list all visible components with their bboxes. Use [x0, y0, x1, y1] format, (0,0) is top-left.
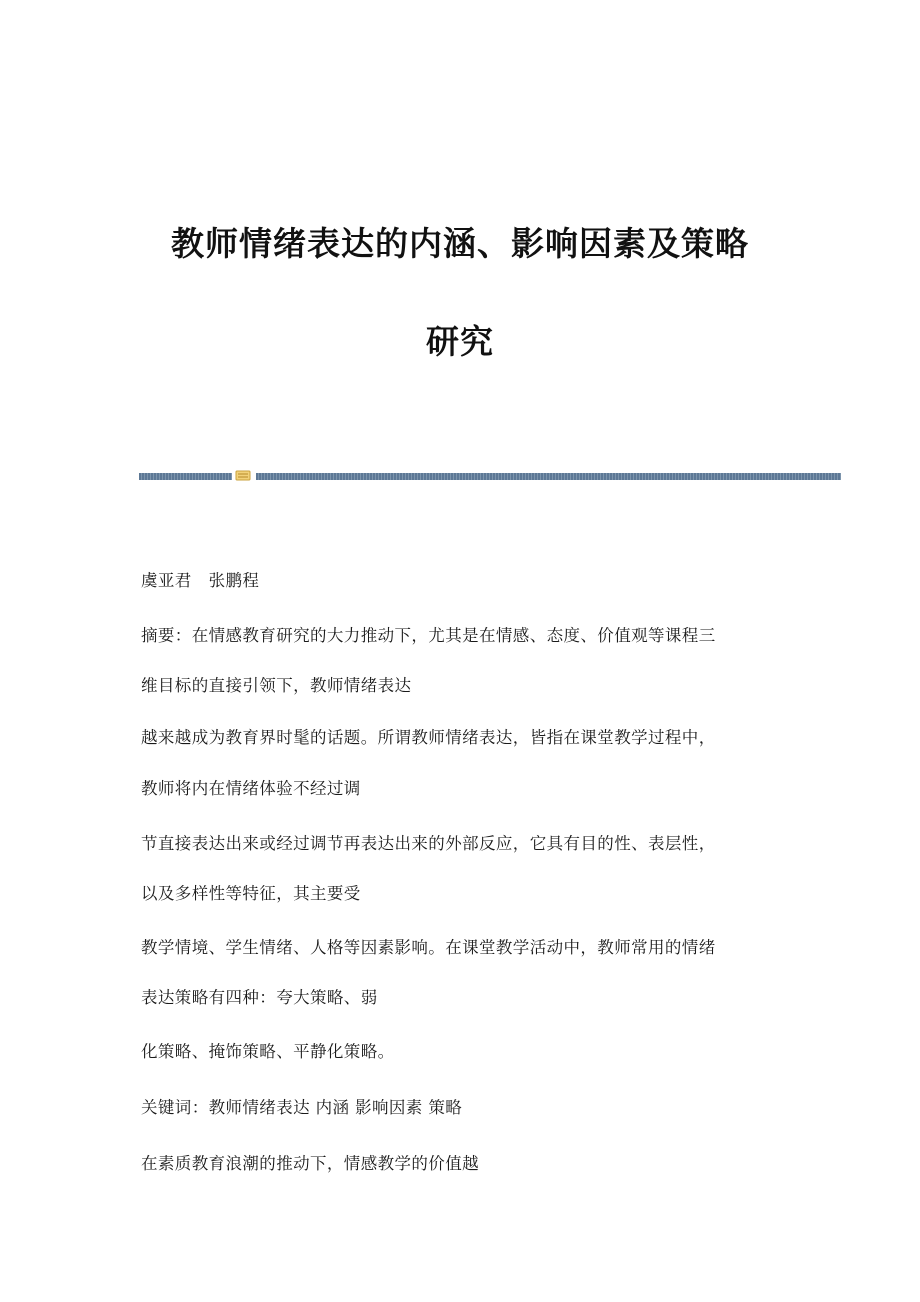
- abstract-line: 以及多样性等特征，其主要受: [141, 884, 361, 903]
- divider-bar-right: [256, 473, 841, 480]
- abstract-line: 教师将内在情绪体验不经过调: [141, 779, 361, 798]
- abstract-line: 表达策略有四种：夸大策略、弱: [141, 988, 378, 1007]
- abstract-line: 节直接表达出来或经过调节再表达出来的外部反应，它具有目的性、表层性，: [141, 834, 716, 853]
- abstract-line: 摘要：在情感教育研究的大力推动下，尤其是在情感、态度、价值观等课程三: [141, 626, 716, 645]
- abstract-line: 化策略、掩饰策略、平静化策略。: [141, 1042, 395, 1061]
- keywords: 关键词：教师情绪表达 内涵 影响因素 策略: [141, 1098, 463, 1117]
- abstract-line: 越来越成为教育界时髦的话题。所谓教师情绪表达，皆指在课堂教学过程中，: [141, 728, 716, 747]
- abstract-line: 维目标的直接引领下，教师情绪表达: [141, 676, 412, 695]
- title-divider: [139, 469, 841, 481]
- document-title-line-2: 研究: [426, 322, 494, 361]
- divider-ornament-icon: [235, 469, 251, 481]
- abstract-line: 教学情境、学生情绪、人格等因素影响。在课堂教学活动中，教师常用的情绪: [141, 938, 716, 957]
- divider-bar-left: [139, 473, 232, 480]
- authors: 虞亚君 张鹏程: [141, 571, 260, 590]
- body-paragraph-start: 在素质教育浪潮的推动下，情感教学的价值越: [141, 1154, 479, 1173]
- document-title-line-1: 教师情绪表达的内涵、影响因素及策略: [171, 224, 749, 263]
